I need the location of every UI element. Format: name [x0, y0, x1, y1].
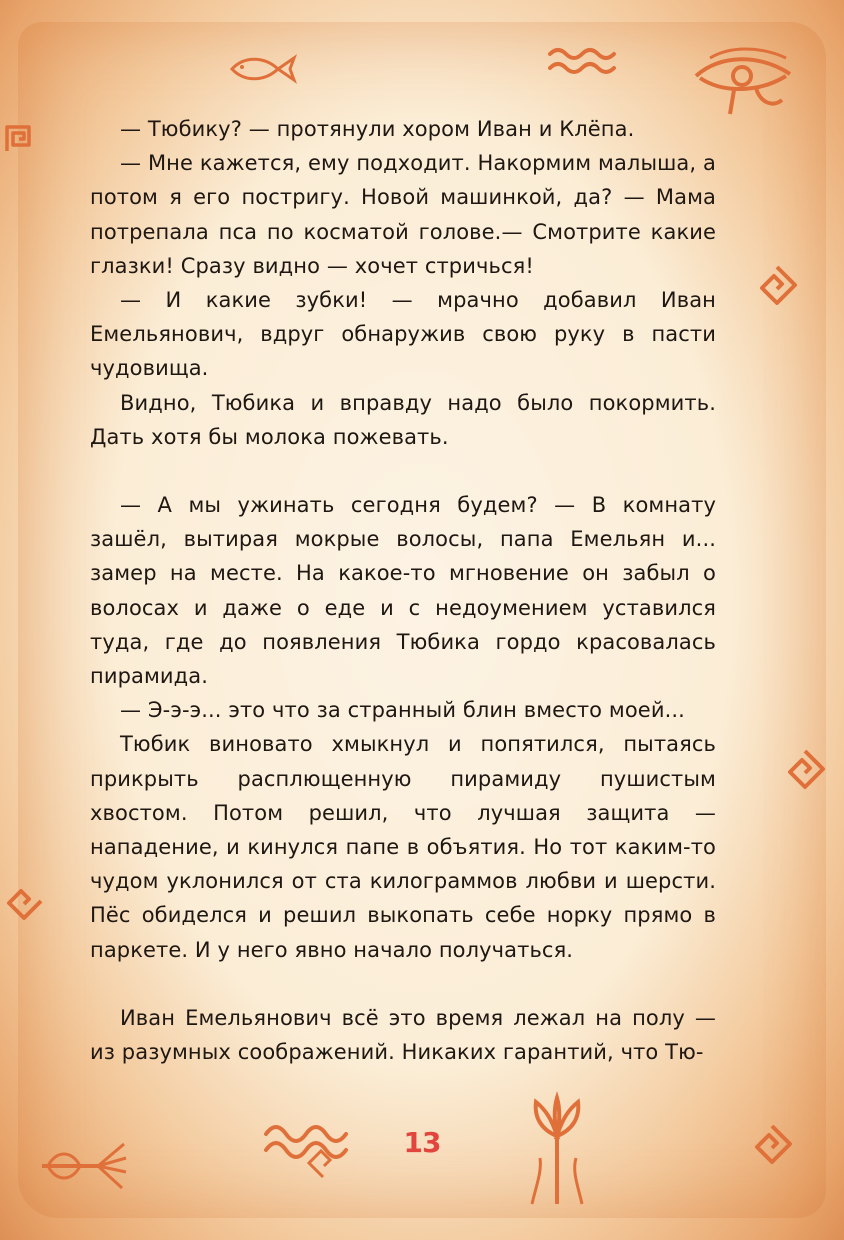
paragraph: — Тюбику? — протянули хором Иван и Клёпа. [120, 117, 635, 141]
body-text [90, 112, 716, 1069]
paragraph: Тюбик виновато хмыкнул и попятился, пытаясь прикрыть расплющенную пирамиду пушистым хвостом. Потом решил, что лучшая защита — нападение, и кинулся папе в объятия. Но тот каким-то чудом уклонился от ста килограммов любви и шерсти. Пёс обиделся и решил выкопать себе норку прямо в паркете. И у него явно начало получаться. [90, 732, 716, 962]
paragraph: — Мне кажется, ему подходит. Накормим малыша, а потом я его постригу. Новой машинкой, да? — Мама потрепала пса по косматой голове.— Смотрите какие глазки! Сразу видно — хочет стричься! [90, 151, 716, 278]
page-number: 13 [403, 1126, 441, 1159]
paragraph: — А мы ужинать сегодня будем? — В комнату зашёл, вытирая мокрые волосы, папа Емельян и... замер на месте. На какое-то мгновение он забыл о волосах и даже о еде и с недоумением уставился туда, где до появления Тюбика гордо красовалась пирамида. [90, 493, 716, 689]
paragraph: — И какие зубки! — мрачно добавил Иван Емельянович, вдруг обнаружив свою руку в пасти чудовища. [90, 288, 716, 381]
paragraph: Иван Емельянович всё это время лежал на полу — из разумных соображений. Никаких гарантий, что Тю- [90, 1005, 716, 1065]
paragraph: — Э-э-э... это что за странный блин вместо моей... [120, 698, 685, 723]
paragraph: Видно, Тюбика и вправду надо было покормить. Дать хотя бы молока пожевать. [90, 390, 716, 449]
